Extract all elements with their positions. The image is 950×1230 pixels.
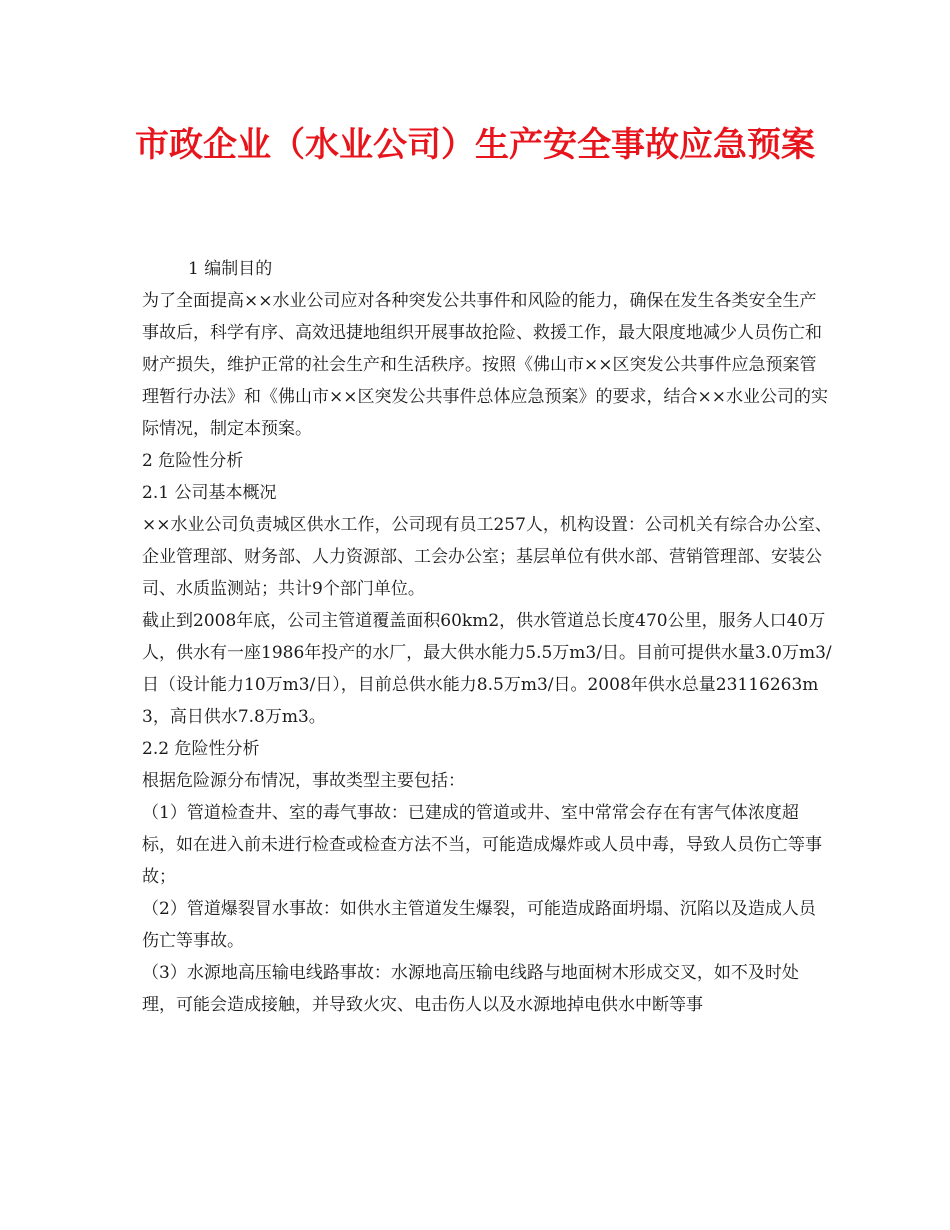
- document-body: [142, 253, 832, 1021]
- document-title: 市政企业（水业公司）生产安全事故应急预案: [135, 125, 815, 165]
- subsection-heading-2-1: 2.1 公司基本概况: [142, 483, 277, 503]
- paragraph-supply-statistics: 截止到2008年底，公司主管道覆盖面积60km2，供水管道总长度470公里，服务人口40万人，供水有一座1986年投产的水厂，最大供水能力5.5万m3/日。目前可提供水量3.0万m3/日（设计能力10万m3/日），目前总供水能力8.5万m3/日。2008年供水总量23116263m3，高日供水7.8万m3。: [142, 611, 832, 727]
- subsection-heading-2-2: 2.2 危险性分析: [142, 739, 260, 759]
- list-item-3: （3）水源地高压输电线路事故：水源地高压输电线路与地面树木形成交叉，如不及时处理，可能会造成接触，并导致火灾、电击伤人以及水源地掉电供水中断等事: [142, 963, 799, 1015]
- section-heading-2: 2 危险性分析: [142, 451, 244, 471]
- paragraph-purpose: 为了全面提高××水业公司应对各种突发公共事件和风险的能力，确保在发生各类安全生产事故后，科学有序、高效迅捷地组织开展事故抢险、救援工作，最大限度地减少人员伤亡和财产损失，维护正常的社会生产和生活秩序。按照《佛山市××区突发公共事件应急预案管理暂行办法》和《佛山市××区突发公共事件总体应急预案》的要求，结合××水业公司的实际情况，制定本预案。: [142, 291, 828, 439]
- section-heading-1: 1 编制目的: [188, 259, 273, 279]
- list-item-2: （2）管道爆裂冒水事故：如供水主管道发生爆裂，可能造成路面坍塌、沉陷以及造成人员伤亡等事故。: [142, 899, 816, 951]
- list-item-1: （1）管道检查井、室的毒气事故：已建成的管道或井、室中常常会存在有害气体浓度超标，如在进入前未进行检查或检查方法不当，可能造成爆炸或人员中毒，导致人员伤亡等事故；: [142, 803, 822, 887]
- paragraph-company-overview: ××水业公司负责城区供水工作，公司现有员工257人，机构设置：公司机关有综合办公室、企业管理部、财务部、人力资源部、工会办公室；基层单位有供水部、营销管理部、安装公司、水质监测站；共计9个部门单位。: [142, 515, 832, 599]
- paragraph-accident-types-intro: 根据危险源分布情况，事故类型主要包括：: [142, 771, 465, 791]
